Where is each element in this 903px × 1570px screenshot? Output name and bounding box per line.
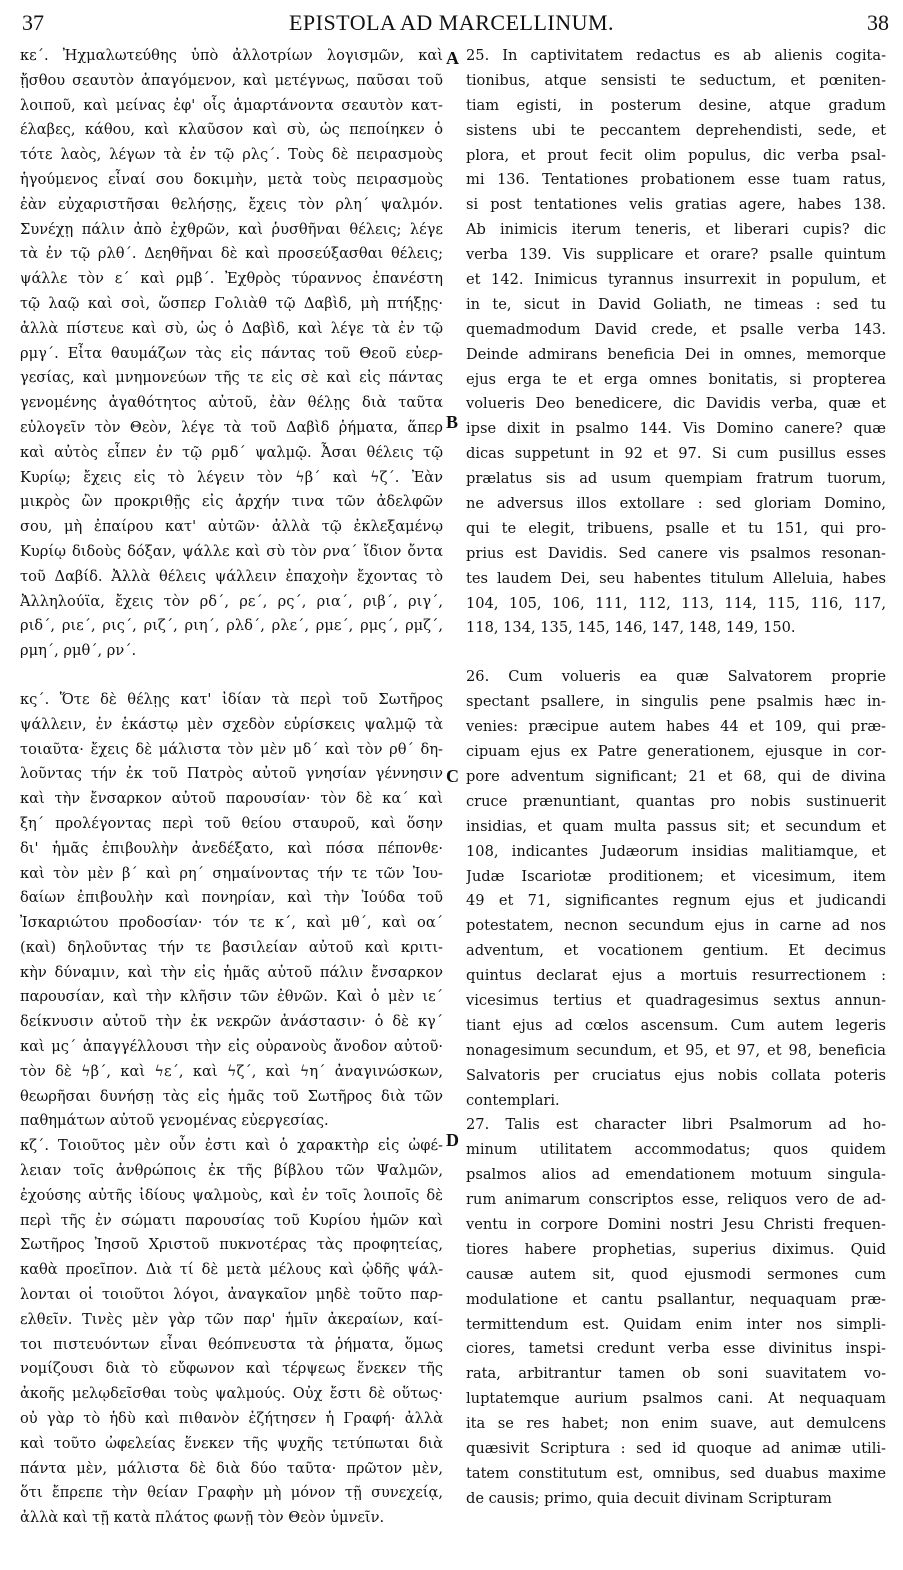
text-line: minum utilitatem accommodatus; quos quidem bbox=[466, 1141, 886, 1159]
text-line: volueris Deo benedicere, dic Davidis verba, quæ et bbox=[466, 395, 886, 413]
text-line: mi 136. Tentationes probationem esse tuam ratus, bbox=[466, 171, 886, 189]
text-line: in te, sicut in David Goliath, ne timeas : sed tu bbox=[466, 295, 886, 313]
text-line: ψάλλειν, ἐν ἑκάστῳ μὲν σχεδὸν εὑρίσκεις ψαλμῷ τὰ bbox=[20, 715, 443, 733]
text-line: insidias, et quam multa passus sit; et secundum et bbox=[466, 817, 886, 835]
text-line: quintus declarat ejus a mortuis resurrectionem : bbox=[466, 967, 886, 985]
text-line: ipse dixit in psalmo 144. Vis Domino canere? quæ bbox=[466, 420, 886, 438]
text-line: περὶ τῆς ἐν σώματι παρουσίας τοῦ Κυρίου ἡμῶν καὶ bbox=[20, 1211, 443, 1229]
text-line: Σωτῆρος Ἰησοῦ Χριστοῦ πυκνοτέρας τὰς προφητείας, bbox=[20, 1236, 443, 1254]
text-line: termittendum est. Quidam enim inter nos simpli- bbox=[466, 1315, 886, 1333]
text-line: qui te elegit, tribuens, psalle et tu 151, qui pro- bbox=[466, 519, 886, 537]
text-line: ρμγ΄. Εἶτα θαυμάζων τὰς εἰς πάντας τοῦ Θεοῦ εὐερ- bbox=[20, 344, 443, 362]
text-line: τοι πιστευόντων εἶναι θεόπνευστα τὰ ῥήματα, ὅμως bbox=[20, 1335, 443, 1353]
text-line: Deinde admirans beneficia Dei in omnes, memorque bbox=[466, 345, 886, 363]
text-line: tatem constitutum est, omnibus, sed duabus maxime bbox=[466, 1464, 886, 1482]
text-line: Ἀλληλούϊα, ἔχεις τὸν ρδ΄, ρε΄, ρς΄, ρια΄, ριβ΄, ριγ΄, bbox=[20, 592, 443, 610]
text-line: pore adventum significant; 21 et 68, qui de divina bbox=[466, 767, 886, 785]
text-line: ejus erga te et erga omnes bonitatis, si propterea bbox=[466, 370, 886, 388]
text-line: plora, et prout fecit olim populus, dic verba psal- bbox=[466, 146, 886, 164]
text-line: sistens ubi te peccantem deprehendisti, sede, et bbox=[466, 121, 886, 139]
text-line: ρμη΄, ρμθ΄, ρν΄. bbox=[20, 642, 137, 660]
text-line: ψάλλε τὸν ε΄ καὶ ρμβ΄. Ἐχθρὸς τύραννος ἐπανέστη bbox=[20, 270, 443, 288]
text-line: θεωρῆσαι δυνήσῃ τὰς εἰς ἡμᾶς τοῦ Σωτῆρος διὰ τῶν bbox=[20, 1087, 443, 1105]
text-line: ἐὰν εὐχαριστῆσαι θελήσῃς, ἔχεις τὸν ρλη΄ ψαλμόν. bbox=[20, 195, 443, 213]
margin-letter-c: C bbox=[446, 766, 459, 786]
text-line: quæsivit Scriptura : sed id quoque ad animæ utili- bbox=[466, 1439, 886, 1457]
text-line: γεσίας, καὶ μνημονεύων τῆς τε εἰς σὲ καὶ εἰς πάντας bbox=[20, 369, 443, 387]
text-line: λοῦντας τήν ἐκ τοῦ Πατρὸς αὐτοῦ γνησίαν γέννησιν bbox=[20, 765, 443, 783]
text-line: κζ΄. Τοιοῦτος μὲν οὖν ἐστι καὶ ὁ χαρακτὴρ εἰς ὠφέ- bbox=[20, 1137, 443, 1155]
text-line: 25. In captivitatem redactus es ab alienis cogita- bbox=[466, 47, 886, 64]
text-line: λοιποῦ, καὶ μείνας ἐφ' οἷς ἁμαρτάνοντα σεαυτὸν κατ- bbox=[20, 96, 443, 114]
greek-paragraph-27 bbox=[20, 1134, 443, 1531]
text-line: ἐχούσης αὐτῆς ἰδίους ψαλμοὺς, καὶ ἐν τοῖς λοιποῖς δὲ bbox=[20, 1186, 443, 1204]
text-line: contemplari. bbox=[466, 1091, 560, 1109]
text-line: 108, indicantes Judæorum insidias malitiamque, et bbox=[466, 842, 886, 860]
text-line: ἀλλὰ πίστευε καὶ σὺ, ὡς ὁ Δαβὶδ, καὶ λέγε τὰ ἐν τῷ bbox=[20, 319, 443, 337]
page-header bbox=[12, 6, 891, 36]
text-line: Συνέχῃ πάλιν ἀπὸ ἐχθρῶν, καὶ ῥυσθῆναι θέλεις; λέγε bbox=[20, 220, 443, 238]
text-line: et 142. Inimicus tyrannus insurrexit in populum, et bbox=[466, 271, 886, 289]
text-line: Ἰσκαριώτου προδοσίαν· τόν τε κ΄, καὶ μθ΄, καὶ οα΄ bbox=[20, 914, 443, 932]
text-line: luptatemque aurium psalmos cani. At nequaquam bbox=[466, 1390, 886, 1408]
text-line: causæ autem sit, quod ejusmodi sermones cum bbox=[466, 1265, 886, 1283]
text-line: ριδ΄, ριε΄, ρις΄, ριζ΄, ριη΄, ρλδ΄, ρλε΄, ρμε΄, ρμς΄, ρμζ΄, bbox=[20, 617, 443, 635]
text-line: κς΄. Ὅτε δὲ θέλῃς κατ' ἰδίαν τὰ περὶ τοῦ Σωτῆρος bbox=[20, 690, 443, 708]
text-line: tiores habere prophetias, superius diximus. Quid bbox=[466, 1240, 886, 1258]
greek-paragraph-25 bbox=[20, 44, 443, 664]
text-line: τὰ ἐν τῷ ρλθ΄. Δεηθῆναι δὲ καὶ προσεύξασθαι θέλεις; bbox=[20, 245, 443, 263]
text-line: dicas suppetunt in 92 et 97. Si cum pusillus esses bbox=[466, 445, 886, 463]
text-line: καὶ τὴν ἔνσαρκον αὐτοῦ παρουσίαν· τὸν δὲ κα΄ καὶ bbox=[20, 790, 443, 808]
text-line: prius est Davidis. Sed canere vis psalmos resonan- bbox=[466, 544, 886, 562]
text-line: cruce prænuntiant, quantas pro nobis sustinuerit bbox=[466, 792, 886, 810]
text-line: Judæ Iscariotæ proditionem; et vicesimum, item bbox=[466, 867, 886, 885]
right-page-number: 38 bbox=[867, 10, 889, 35]
text-line: de causis; primo, quia decuit divinam Scripturam bbox=[466, 1489, 832, 1507]
text-line: νομίζουσι διὰ τὸ εὔφωνον καὶ τέρψεως ἕνεκεν τῆς bbox=[20, 1360, 443, 1378]
text-line: prælatus sis ad usum quempiam fratrum tuorum, bbox=[466, 470, 886, 488]
latin-paragraph-26 bbox=[466, 665, 886, 1113]
greek-column bbox=[20, 44, 443, 1531]
text-line: ὅτι ἔπρεπε τὴν θείαν Γραφὴν μὴ μόνον τῇ συνεχείᾳ, bbox=[20, 1484, 443, 1502]
text-line: τῷ λαῷ καὶ σοὶ, ὥσπερ Γολιὰθ τῷ Δαβὶδ, μὴ πτήξῃς· bbox=[20, 294, 443, 312]
text-line: ciores, tametsi credunt verba esse divinitus inspi- bbox=[466, 1340, 886, 1358]
text-line: εὐλογεῖν τὸν Θεὸν, λέγε τὰ τοῦ Δαβὶδ ῥήματα, ἅπερ bbox=[20, 418, 443, 436]
text-line: Salvatoris per cruciatus ejus nobis collata poteris bbox=[466, 1066, 886, 1084]
text-line: καθὰ προεῖπον. Διὰ τί δὲ μετὰ μέλους καὶ ᾠδῆς ψάλ- bbox=[20, 1261, 443, 1279]
latin-paragraph-27 bbox=[466, 1113, 886, 1511]
text-line: rata, arbitrantur tamen ob soni suavitatem vo- bbox=[466, 1365, 886, 1383]
text-line: 26. Cum volueris ea quæ Salvatorem proprie bbox=[466, 668, 886, 686]
text-line: κε΄. Ἠχμαλωτεύθης ὑπὸ ἀλλοτρίων λογισμῶν, καὶ bbox=[20, 47, 443, 64]
text-line: μικρὸς ὢν προκριθῇς εἰς ἀρχήν τινα τῶν ἀδελφῶν bbox=[20, 493, 443, 511]
text-line: καὶ τοῦτο ὠφελείας ἕνεκεν τῆς ψυχῆς τετύπωται διὰ bbox=[20, 1434, 443, 1452]
text-line: 104, 105, 106, 111, 112, 113, 114, 115, 116, 117, bbox=[466, 594, 886, 612]
text-line: Κυρίῳ; ἔχεις εἰς τὸ λέγειν τὸν ϟβ΄ καὶ ϟζ΄. Ἐὰν bbox=[20, 468, 443, 486]
text-line: ne adversus illos extollare : sed gloriam Domino, bbox=[466, 495, 886, 513]
running-title: EPISTOLA AD MARCELLINUM. bbox=[288, 10, 615, 35]
text-line: Ab inimicis iterum teneris, et liberari cupis? dic bbox=[466, 221, 886, 239]
text-line: quemadmodum David crede, et psalle verba 143. bbox=[466, 320, 886, 338]
text-line: Κυρίῳ διδοὺς δόξαν, ψάλλε καὶ σὺ τὸν ρνα΄ ἴδιον ὄντα bbox=[20, 542, 443, 560]
text-line: πάντα μὲν, μάλιστα δὲ διὰ δύο ταῦτα· πρῶτον μὲν, bbox=[20, 1459, 443, 1477]
text-line: vicesimus tertius et quadragesimus sextus annun- bbox=[466, 991, 886, 1009]
margin-letter-d: D bbox=[446, 1130, 459, 1150]
margin-letter-a: A bbox=[446, 48, 459, 68]
text-line: tionibus, atque sensisti te seductum, et pœniten- bbox=[466, 71, 886, 89]
text-line: καὶ μς΄ ἀπαγγέλλουσι τὴν εἰς οὐρανοὺς ἄνοδον αὐτοῦ· bbox=[20, 1038, 443, 1056]
latin-paragraph-25 bbox=[466, 44, 886, 641]
greek-paragraph-26 bbox=[20, 688, 443, 1134]
text-line: τοιαῦτα· ἔχεις δὲ μάλιστα τὸν μὲν μδ΄ καὶ τὸν ρθ΄ δη- bbox=[20, 740, 443, 758]
text-line: σου, μὴ ἐπαίρου κατ' αὐτῶν· ἀλλὰ τῷ ἐκλεξαμένῳ bbox=[20, 518, 443, 536]
text-line: ᾔσθου σεαυτὸν ἀπαγόμενον, καὶ μετέγνως, παῦσαι τοῦ bbox=[20, 71, 443, 89]
text-line: (καὶ) δηλοῦντας τήν τε βασιλείαν αὐτοῦ καὶ κριτι- bbox=[20, 938, 443, 956]
text-line: τότε λαὸς, λέγων τὰ ἐν τῷ ρλς΄. Τοὺς δὲ πειρασμοὺς bbox=[20, 146, 443, 164]
text-line: καὶ τὸν μὲν β΄ καὶ ρη΄ σημαίνοντας τήν τε τῶν Ἰου- bbox=[20, 864, 443, 882]
text-line: potestatem, necnon secundum ejus in carne ad nos bbox=[466, 917, 886, 935]
text-line: nonagesimum secundum, et 95, et 97, et 98, beneficia bbox=[466, 1041, 886, 1059]
text-line: tes laudem Dei, seu habentes titulum Alleluia, habes bbox=[466, 569, 886, 587]
text-line: ελθεῖν. Τινὲς μὲν γὰρ τῶν παρ' ἡμῖν ἀκεραίων, καί- bbox=[20, 1310, 443, 1328]
text-line: δαίων ἐπιβουλὴν καὶ πονηρίαν, καὶ τὴν Ἰούδα τοῦ bbox=[20, 889, 443, 907]
text-line: 118, 134, 135, 145, 146, 147, 148, 149, 150. bbox=[466, 619, 796, 637]
text-line: ita se res habet; non enim suave, aut demulcens bbox=[466, 1415, 886, 1433]
text-line: ἀκοῆς μελῳδεῖσθαι τοὺς ψαλμούς. Οὐχ ἔστι δὲ οὕτως· bbox=[20, 1385, 443, 1403]
text-line: οὐ γὰρ τὸ ἡδὺ καὶ πιθανὸν ἐζήτησεν ἡ Γραφή· ἀλλὰ bbox=[20, 1410, 443, 1428]
text-line: modulatione et cantu psallantur, nequaquam præ- bbox=[466, 1290, 886, 1308]
left-page-number: 37 bbox=[22, 10, 44, 35]
text-line: καὶ αὐτὸς εἶπεν ἐν τῷ ρμδ΄ ψαλμῷ. Ἆσαι θέλεις τῷ bbox=[20, 443, 443, 461]
text-line: 49 et 71, significantes regnum ejus et judicandi bbox=[466, 892, 886, 910]
text-line: adventum, et vocationem gentium. Et decimus bbox=[466, 942, 886, 960]
text-line: tiam egisti, in posterum desine, atque gradum bbox=[466, 96, 886, 114]
text-line: παθημάτων αὐτοῦ γενομένας εὐεργεσίας. bbox=[20, 1112, 329, 1130]
text-line: ἀλλὰ καὶ τῇ κατὰ πλάτος φωνῇ τὸν Θεὸν ὑμνεῖν. bbox=[20, 1509, 385, 1527]
text-line: δι' ἡμᾶς ἐπιβουλὴν ἀνεδέξατο, καὶ πόσα πέπονθε· bbox=[20, 839, 443, 857]
text-line: psalmos alios ad emendationem motuum singula- bbox=[466, 1166, 886, 1184]
text-line: δείκνυσιν αὐτοῦ τὴν ἐκ νεκρῶν ἀνάστασιν· ὁ δὲ κγ΄ bbox=[20, 1013, 443, 1031]
text-line: ἡγούμενος εἶναί σου δοκιμὴν, μετὰ τοὺς πειρασμοὺς bbox=[20, 170, 443, 188]
text-line: verba 139. Vis supplicare et orare? psalle quintum bbox=[466, 246, 886, 264]
text-line: ventu in corpore Domini nostri Jesu Christi frequen- bbox=[466, 1215, 886, 1233]
text-line: λειαν τοῖς ἀνθρώποις ἐκ τῆς βίβλου τῶν Ψαλμῶν, bbox=[20, 1162, 443, 1180]
text-line: κὴν δύναμιν, καὶ τὴν εἰς ἡμᾶς αὐτοῦ πάλιν ἔνσαρκον bbox=[20, 963, 443, 981]
text-line: ξη΄ προλέγοντας περὶ τοῦ θείου σταυροῦ, καὶ ὅσην bbox=[20, 814, 443, 832]
text-line: spectant psallere, in singulis pene psalmis hæc in- bbox=[466, 693, 886, 711]
text-line: cipuam ejus ex Patre generationem, ejusque in cor- bbox=[466, 743, 886, 761]
text-line: έλαβες, κάθου, καὶ κλαῦσον καὶ σὺ, ὡς πεποίηκεν ὁ bbox=[20, 121, 443, 139]
text-line: tiant ejus ad cœlos ascensum. Cum autem legeris bbox=[466, 1016, 886, 1034]
text-line: venies: præcipue autem habes 44 et 109, qui præ- bbox=[466, 718, 886, 736]
text-line: παρουσίαν, καὶ τὴν κλῆσιν τῶν ἐθνῶν. Καὶ ὁ μὲν ιε΄ bbox=[20, 988, 443, 1006]
text-line: λονται οἱ τοιοῦτοι λόγοι, ἀναγκαῖον μηδὲ τοῦτο παρ- bbox=[20, 1286, 443, 1304]
latin-column bbox=[466, 44, 886, 1512]
text-line: rum animarum conscriptos esse, reliquos vero de ad- bbox=[466, 1191, 886, 1209]
text-line: τὸν δὲ ϟβ΄, καὶ ϟε΄, καὶ ϟζ΄, καὶ ϟη΄ ἀναγινώσκων, bbox=[20, 1062, 443, 1080]
text-line: si post tentationes velis gratias agere, habes 138. bbox=[466, 196, 886, 214]
text-line: 27. Talis est character libri Psalmorum ad ho- bbox=[466, 1116, 886, 1134]
text-line: τοῦ Δαβίδ. Ἀλλὰ θέλεις ψάλλειν ἐπαχοὴν ἔχοντας τὸ bbox=[20, 567, 443, 585]
text-line: γενομένης ἀγαθότητος αὐτοῦ, ἐὰν θέλῃς διὰ ταῦτα bbox=[20, 394, 443, 412]
margin-letter-b: B bbox=[446, 412, 459, 432]
